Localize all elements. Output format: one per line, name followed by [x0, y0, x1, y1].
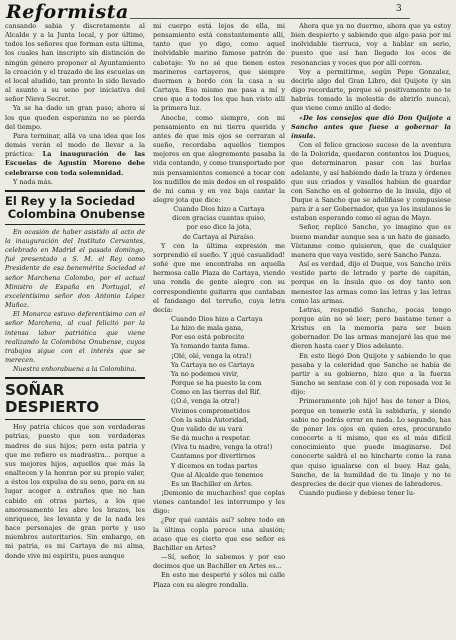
- article-paragraph: Cuando pudiese y debiese tener lu-: [299, 488, 416, 497]
- verse-line: Le hizo de mala gana,: [171, 324, 244, 333]
- article-emphasis: La inauguración de las Escuelas de Agustín Moreno debe celebrarse con toda solemnidad.: [5, 150, 145, 177]
- column-3: [291, 22, 451, 637]
- news-paragraph: El Monarca estuvo deferentísimo con el señor Marchena, al cual felicitó por la intensa labor patriótica que viene realizando la Colombina Onubense, cuyos trabajos sigue con el interés que se merecen.: [5, 310, 145, 364]
- verse-line: Se dá mucho a respetar.: [171, 434, 251, 443]
- article-paragraph: Voy a permitirme, según Pepe Gonzalez, decirle algo del Gran Libro, del Quijote (y sin digo recordarte, porque sé positivamente no te habrás tomado la molestia de abrirlo nunca), que viene como anillo al dedo:: [291, 67, 451, 113]
- article-paragraph: Hoy patria chicos que son verdaderas patrias, puesto que son verdaderas madres de sus hijos; pero esta patria y que me refiero es madrastra... porque a sus mejores hijos, aquellos que más la enaltecen y la honran por su propio valer, a éstos los expulsa de su seno, para en su lugar acoger a extraños que no han cabido en otras partes, a los que amorosamente les abre los brazos, les enriquece, les levanta y de la nada les hace personajes de gran porte y uso miembros autoritarios. Sin embargo, en mi patria, es mi Cartaya de mi alma, donde vive mi espíritu, pues aunque: [5, 423, 145, 560]
- headline-el-rey: [5, 195, 145, 221]
- headline-line: Colombina Onubense: [7, 206, 145, 221]
- verse-block: [153, 315, 285, 489]
- verse-line: ¡Olé, olé, venga la otra!): [171, 351, 252, 360]
- verse-line: Que valido de su vara: [171, 424, 243, 433]
- verse-block: [153, 205, 285, 242]
- article-paragraph: cansando sabia y discretamente al Alcalde y a la Junta local, y por último, todos los señores que forman esta última, los cuales han inscripto sin distinción de ningún género proponer al Ayuntamiento la creación y el trazado de las escuelas en el local aludido, tan pronto lo sido llevado al asunto a su seno por iniciativa del señor Nieva Secret.: [5, 22, 145, 104]
- verse-line: Vivimos comprometidos: [171, 406, 250, 415]
- news-paragraph: Nuestra enhorabuena a la Colombina.: [13, 365, 137, 374]
- article-paragraph: Letras, respondió Sancho, pocas tengo porque aún no sé leer; pero bastame tener a Xristus en la memoria para ser buen gobernador. De las armas manejaré las que me dieren hasta caer y Dios adelante.: [291, 305, 451, 351]
- headline-line: El Rey y la Sociedad: [5, 193, 136, 208]
- verse-line: Y dicemos en todas partes: [171, 461, 258, 470]
- article-closing: Y nada más.: [13, 177, 53, 186]
- verse-line: Con la sabia Autoridad,: [171, 415, 249, 424]
- verse-line: (Viva tu madre, venga la otra!): [171, 443, 273, 452]
- news-paragraph: En ocasión de haber asistido al acto de la inauguración del Instituto Cervantes, celebrado en Madrid el pasado domingo, fué presentado a S. M. el Rey como Presidente de esa benemérita Sociedad el señor Marchena Colombo, por el actual Ministro de España en Portugal, el excelentísimo señor don Antonio López Muñoz.: [5, 227, 145, 310]
- quote-heading: «De los consejos que dió Don Quijote a Sancho antes que fuese a gobernar la ínsula.: [291, 113, 451, 140]
- headline-sonar-despierto: SOÑAR DESPIERTO: [5, 381, 100, 417]
- article-paragraph: ¿Por qué cantáis así? sobre todo en la última copla parece una alusión; acaso que es cierto que ese señor es Bachiller en Artes?: [153, 516, 285, 552]
- column-1: [5, 22, 145, 637]
- article-paragraph: Y con la última expresión me sorprendió el sueño. Y ¡qué casualidad! soñé que me encontraba en aquella hermosa calle Plaza de Cartaya, viendo una ronda de gente alegre con su correspondiente guitarra que cantaban el fandango del terruño, cuya letra decía:: [153, 241, 285, 314]
- article-paragraph: ¡Demonio de muchachos! que coplas vienes cantando! les interrumpo y les digo:: [153, 488, 285, 516]
- verse-line: Ya tomando tanta fama.: [171, 342, 250, 351]
- verse-line: dicen gracias cuantas quiso,: [172, 214, 266, 223]
- masthead: [0, 0, 456, 23]
- article-paragraph: —Sí, señor, lo sabemos y por eso decimos que un Bachiller en Artes es...: [153, 553, 285, 571]
- verse-line: Cantamos por divertirnos: [171, 452, 256, 461]
- article-paragraph: Ya se ha dado un gran paso; ahora sí los que queden esperanza no se pierda del tiempo.: [5, 104, 145, 131]
- verse-line: Ya Cartaya no es Cartaya: [171, 360, 255, 369]
- verse-line: Como en las tierras del Rif.: [171, 388, 261, 397]
- verse-line: Ya no podemos vivir,: [171, 369, 239, 378]
- article-paragraph: mi cuerpo está lejos de ella, mi pensamiento está constantemente allí, tanto que yo digo, como aquel inolvidable marino famoso patrón de cabotaje: Yo no sé que tienen estos marineros cartayeros, que siempre duermen a bordo con la casa a su Cartaya. Eso mismo me pasa a mí y creo que a todos los que han visto allí la primera luz.: [153, 22, 285, 113]
- verse-line: por eso dice la jota,: [186, 223, 252, 232]
- section-divider: [5, 377, 145, 379]
- article-text: Para terminar, allá va una idea que los demás verán el modo de llevar a la práctica:: [5, 131, 145, 159]
- masthead-rule: [130, 18, 410, 19]
- article-paragraph: Anoche, como siempre, con mi pensamiento en mi tierra querida y antes de que mis ojos se cerraran al sueño, recordaba aquellos tiempos mejores en que alegremente pasaba la vida contando, y como transportado por mis pensamientos comencé a tocar con los nudillos de mis dedos en el respaldo de mi cama y en voz baja cantar la alegre jota que dice:: [153, 113, 285, 204]
- section-divider: [5, 419, 145, 420]
- verse-line: Por eso está pobrecito: [171, 333, 245, 342]
- page-number: 3: [396, 4, 402, 14]
- verse-line: (¡O.é, venga la otra!): [171, 397, 240, 406]
- article-paragraph: Así es verdad, dijo el Duque, vos Sancho iréis vestido parte de letrado y parte de capitán, porque en la ínsula que os doy tanto son menester las armas como las letras y las letras como las armas.: [291, 260, 451, 305]
- article-paragraph: En esto me desperté y sólos mi calle Plaza con su alegre rondalla.: [153, 571, 285, 589]
- article-paragraph: Primeramente ¡oh hijo! has de tener a Dios, porque en temerle está la sabiduría, y siendo sabio no podrás errar en nada. Lo segundo, has de poner los ojos en quien eres, procurando conocerte a ti mismo, que es el más difícil conocimiento que puede imaginarse. Del conocerte saldrá el no hincharte como la rana que quiso igualarse con el buey. Haz gala, Sancho, de la humildad de tu linaje y no te desprecies de decir que vienes de labradores.: [291, 397, 451, 488]
- article-paragraph: Señor, replicó Sancho, yo imagino que es bueno mandar aunque sea a un hato de ganado. Vístanme como quisieren, que de cualquier manera que vaya vestido, seré Sancho Panza.: [291, 223, 451, 259]
- verse-line: Que al Alcalde que tenemos: [171, 470, 264, 479]
- article-paragraph: Con el felice gracioso suceso de la aventura de la Dolorida, quedaron contentos los Duques, que determinaron pasar con las burlas adelante, y así habiendo dado la traza y órdenes que sus criados y vasallos habían de guardar con Sancho en el gobierno de la ínsula, dijo el Duque a Sancho que se adeliñase y compusiese para ir a ser Gobernador, que ya los insulanos le estaban esperando como el agua de Mayo.: [291, 141, 451, 223]
- article-paragraph: [5, 132, 145, 178]
- article-paragraph: Ahora que ya no duermo, ahora que ya estoy bien despierto y sabiendo que algo pasa por mi inolvidable tierruca, voy a hablar en serio, puesto que así han llegado los ecos de resonancias y voces que por allí corren.: [291, 22, 451, 67]
- section-divider: [5, 224, 145, 225]
- verse-line: de Cartaya al Paraíso.: [182, 232, 256, 241]
- verse-line: Cuando Dios hizo a Cartaya: [173, 205, 265, 214]
- column-2: [153, 22, 285, 637]
- newspaper-logo: Reformista: [6, 1, 129, 23]
- verse-line: Porque se ha puesto la com: [171, 379, 262, 388]
- article-paragraph: En esto llegó Don Quijote y sabiendo lo que pasaba y la celeridad que Sancho se había de partir a su gobierno, hizo que a la fuerza Sancho se sentase con él y con reposada voz le dijo:: [291, 351, 451, 397]
- section-divider: [5, 190, 145, 192]
- verse-line: Cuando Dios hizo a Cartaya: [171, 315, 263, 323]
- verse-line: Es un Bachiller en Artes.: [171, 479, 254, 488]
